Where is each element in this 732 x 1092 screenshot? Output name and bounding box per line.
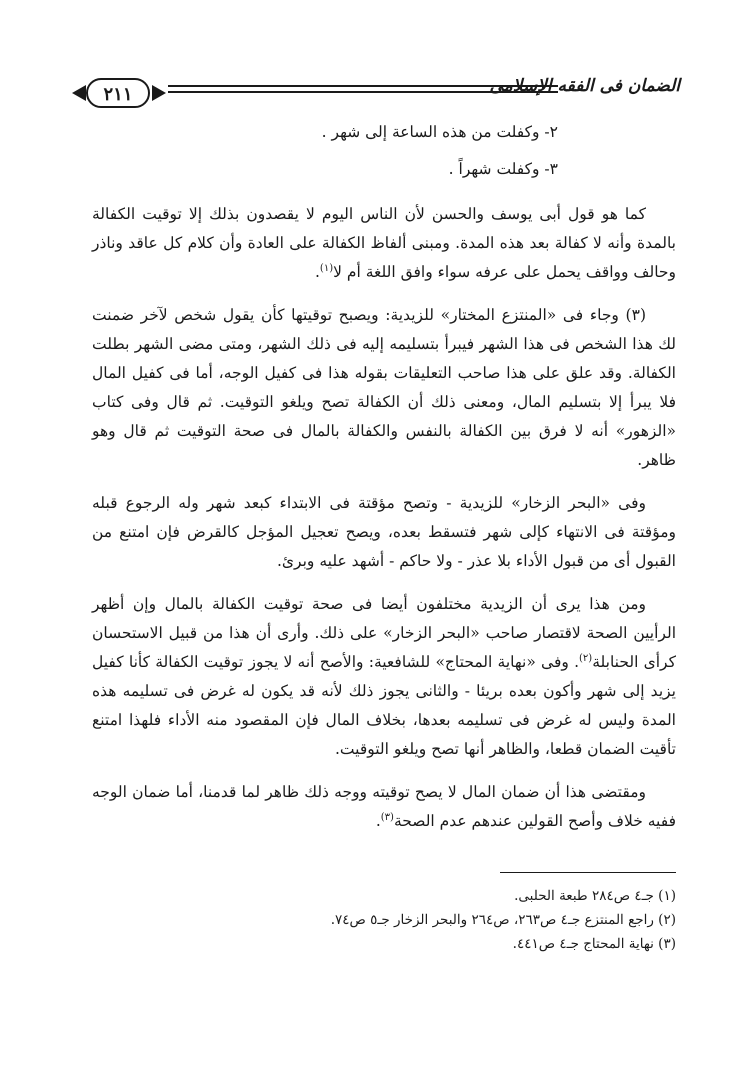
paragraph-tail: . وفى «نهاية المحتاج» للشافعية: والأصح أنه لا يجوز توقيت الكفالة كأنا كفيل يزيد إلى شهر وأكون بعده بريئا - والثانى يجوز ذلك لأنه قد يكون له غرض فى تسليمه هذه المدة وليس له غرض فى تسليمه بعدها، بخلاف المال فإن المقصود منه الأداء فلهذا امتنع تأقيت الضمان قطعا، والظاهر أنها تصح ويلغو التوقيت.: [92, 653, 676, 758]
header-arrow-right-icon: [152, 85, 166, 101]
page-header: [72, 76, 680, 116]
paragraph: [92, 301, 676, 475]
book-title: الضمان فى الفقه الإسلامى: [489, 76, 680, 96]
header-arrow-left-icon: [72, 85, 86, 101]
paragraph: [92, 590, 676, 764]
paragraph: [92, 489, 676, 576]
list-item: ٣- وكفلت شهراً .: [448, 160, 558, 178]
paragraph-tail: .: [375, 812, 381, 830]
paragraph-text: ومن هذا يرى أن الزيدية مختلفون أيضا فى صحة توقيت الكفالة بالمال وإن أظهر الرأيين الصحة لاقتصار صاحب «البحر الزخار» على ذلك. وأرى أن هذا من قبيل الاستحسان كرأى الحنابلة: [92, 595, 676, 671]
paragraph-text: ومقتضى هذا أن ضمان المال لا يصح توقيته ووجه ذلك ظاهر لما قدمنا، أما ضمان الوجه ففيه خلاف وأصح القولين عندهم عدم الصحة: [92, 783, 676, 830]
footnote-ref: (٢): [579, 652, 593, 664]
page-body: [92, 118, 676, 850]
footnote-ref: (١): [319, 262, 334, 274]
footnote: (٢) راجع المنتزع جـ٤ ص٢٦٣، ص٢٦٤ والبحر الزخار جـ٥ ص٧٤.: [330, 912, 676, 928]
paragraph-text: (٣) وجاء فى «المنتزع المختار» للزيدية: ويصبح توقيتها كأن يقول شخص لآخر ضمنت لك هذا الشخص فى هذا الشهر فيبرأ بتسليمه إليه فى ذلك الشهر، ومتى مضى الشهر بطلت الكفالة. وقد علق على هذا صاحب التعليقات بقوله هذا فى كفيل الوجه، أما فى كفيل المال فلا يبرأ إلا بتسليم المال، ومعنى ذلك أن الكفالة تصح ويلغو التوقيت. ثم قال وفى كتاب «الزهور» أنه لا فرق بين الكفالة بالنفس والكفالة بالمال فى صحة التوقيت ثم قال وهو ظاهر.: [92, 306, 676, 469]
page-number: ٢١١: [86, 78, 150, 108]
footnote: (٣) نهاية المحتاج جـ٤ ص٤٤١.: [512, 936, 676, 952]
footnote: (١) جـ٤ ص٢٨٤ طبعة الحلبى.: [514, 888, 676, 904]
list-item: ٢- وكفلت من هذه الساعة إلى شهر .: [321, 123, 558, 141]
paragraph-text: وفى «البحر الزخار» للزيدية - وتصح مؤقتة فى الابتداء كبعد شهر وله الرجوع قبله ومؤقتة فى الانتهاء كإلى شهر فتسقط بعده، ويصح تعجيل المؤجل كالقرض فإن امتنع من القبول أى من قبول الأداء بلا عذر - ولا حاكم - أشهد عليه وبرئ.: [92, 494, 676, 570]
paragraph-tail: .: [314, 263, 320, 281]
paragraph: [92, 200, 676, 287]
footnote-separator: [500, 872, 676, 873]
footnotes: [260, 884, 676, 956]
paragraph: [92, 778, 676, 836]
footnote-ref: (٣): [380, 811, 394, 823]
paragraph-text: كما هو قول أبى يوسف والحسن لأن الناس اليوم لا يقصدون بذلك إلا توقيت الكفالة بالمدة وأنه لا كفالة بعد هذه المدة. ومبنى ألفاظ الكفالة على العادة وأن كلام كل عاقد وناذر وحالف وواقف يحمل على عرفه سواء وافق اللغة أم لا: [92, 205, 676, 281]
